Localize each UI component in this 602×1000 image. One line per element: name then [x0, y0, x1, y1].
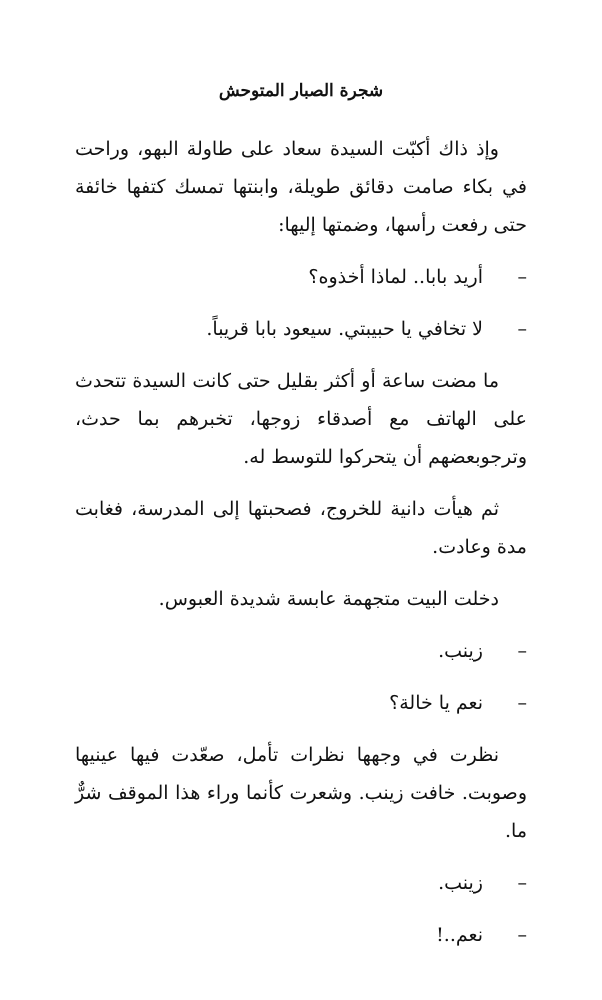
paragraph-5: نظرت في وجهها نظرات تأمل، صعّدت فيها عينيها وصوبت. خافت زينب. وشعرت كأنما وراء هذا الموقف شرٌّ ما. [75, 744, 527, 842]
page-title: شجرة الصبار المتوحش [218, 81, 384, 101]
paragraph-3: ثم هيأت دانية للخروج، فصحبتها إلى المدرسة، فغابت مدة وعادت. [75, 498, 527, 558]
dialogue-dash: – [517, 872, 527, 894]
dialogue-dash: – [517, 318, 527, 340]
dialogue-line-1 [75, 258, 527, 296]
dialogue-dash: – [517, 266, 527, 288]
dialogue-text: نعم يا خالة؟ [389, 692, 483, 714]
paragraph-1: وإذ ذاك أكبّت السيدة سعاد على طاولة البهو، وراحت في بكاء صامت دقائق طويلة، وابنتها تمسك كتفها خائفة حتى رفعت رأسها، وضمتها إليها: [75, 138, 527, 236]
dialogue-line-3 [75, 632, 527, 670]
page-body [75, 130, 527, 968]
dialogue-text: زينب. [438, 872, 483, 894]
dialogue-text: نعم..! [436, 924, 483, 946]
dialogue-line-6 [75, 916, 527, 954]
dialogue-dash: – [517, 640, 527, 662]
dialogue-line-2 [75, 310, 527, 348]
dialogue-dash: – [517, 924, 527, 946]
paragraph-2: ما مضت ساعة أو أكثر بقليل حتى كانت السيدة تتحدث على الهاتف مع أصدقاء زوجها، تخبرهم بما حدث، وترجوبعضهم أن يتحركوا للتوسط له. [75, 370, 527, 468]
dialogue-dash: – [517, 692, 527, 714]
paragraph-4: دخلت البيت متجهمة عابسة شديدة العبوس. [158, 588, 499, 610]
dialogue-line-5 [75, 864, 527, 902]
dialogue-line-4 [75, 684, 527, 722]
dialogue-text: لا تخافي يا حبيبتي. سيعود بابا قريباً. [206, 318, 483, 340]
dialogue-text: زينب. [438, 640, 483, 662]
dialogue-text: أريد بابا.. لماذا أخذوه؟ [308, 266, 483, 288]
